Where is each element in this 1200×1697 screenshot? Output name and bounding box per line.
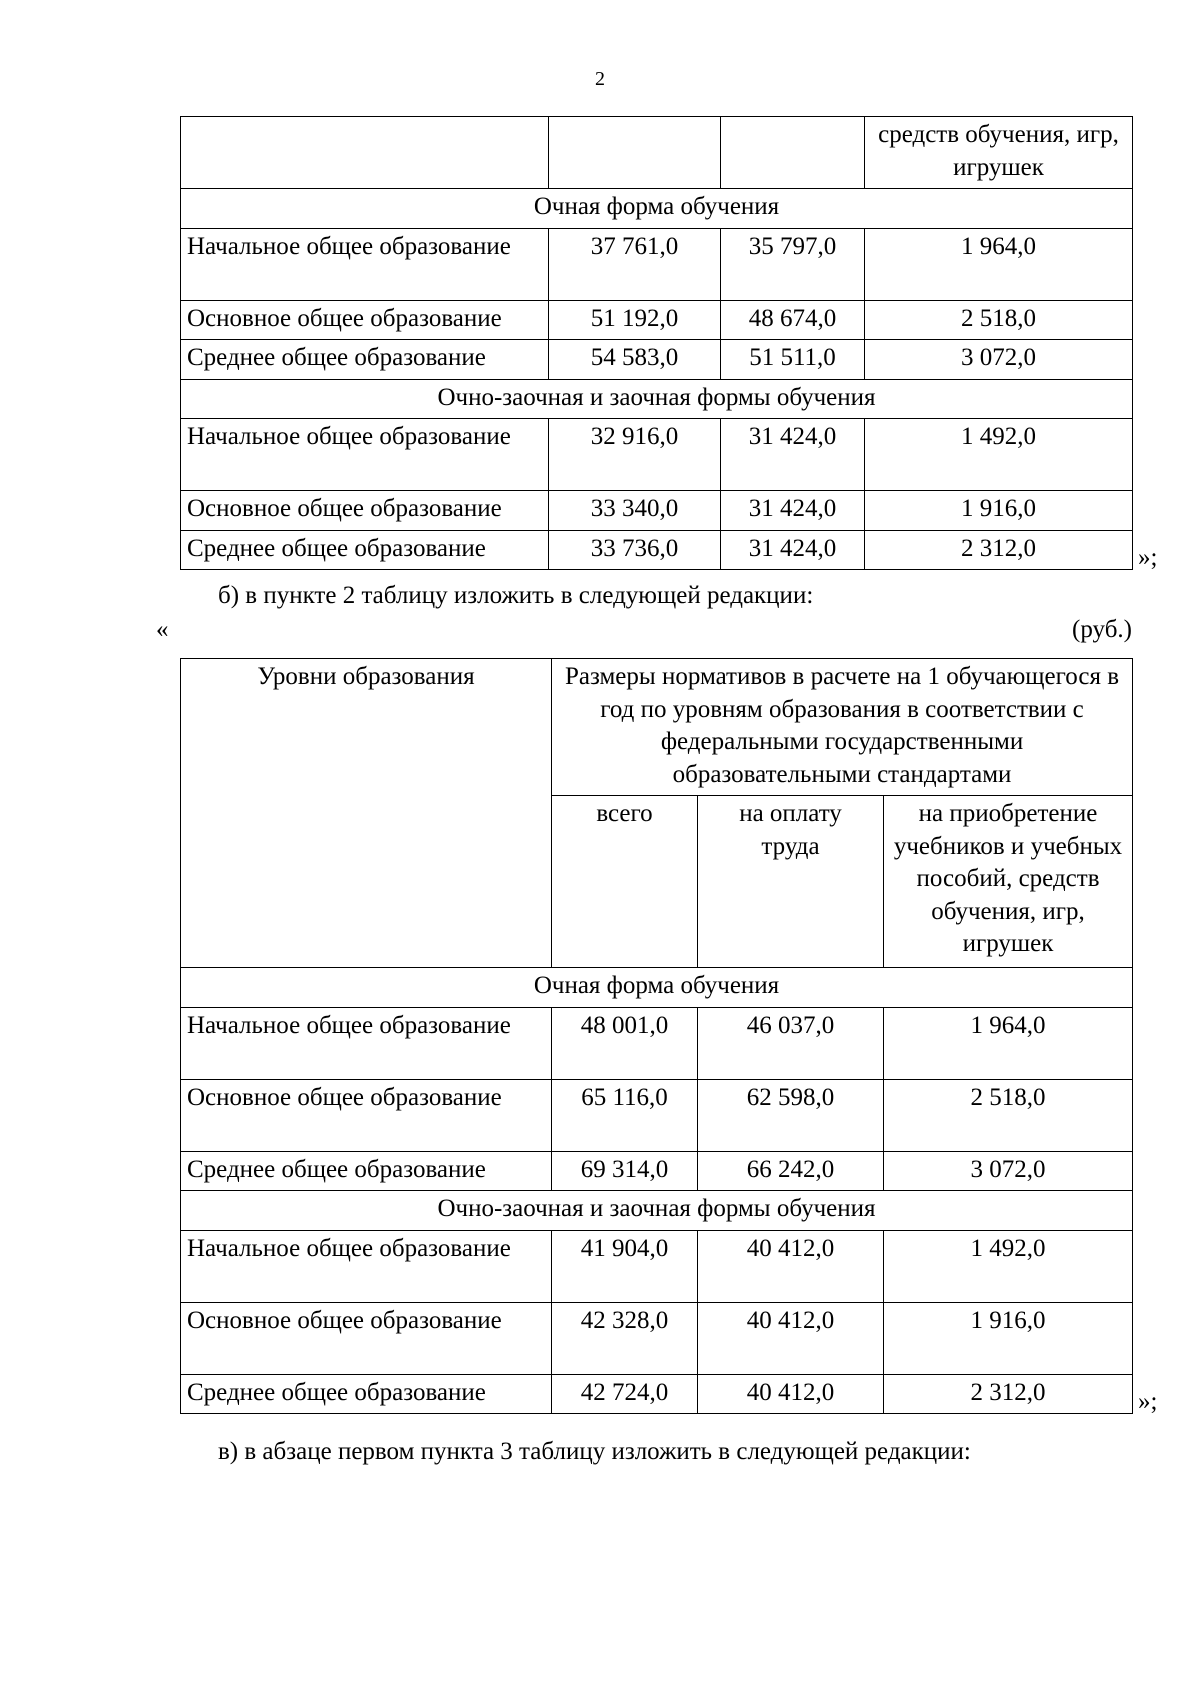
norms-table-continuation <box>180 116 1133 570</box>
value-labor: 31 424,0 <box>721 491 865 531</box>
value-materials: 2 312,0 <box>865 530 1133 570</box>
value-materials: 2 518,0 <box>865 300 1133 340</box>
row-label: Основное общее образование <box>181 300 549 340</box>
value-total: 65 116,0 <box>552 1079 698 1151</box>
table-row <box>181 300 1133 340</box>
table-row <box>181 530 1133 570</box>
section-title: Очно-заочная и заочная формы обучения <box>181 1191 1133 1231</box>
value-total: 48 001,0 <box>552 1007 698 1079</box>
section-row <box>181 379 1133 419</box>
row-label: Основное общее образование <box>181 1079 552 1151</box>
table-row <box>181 1302 1133 1374</box>
value-total: 69 314,0 <box>552 1151 698 1191</box>
row-label: Начальное общее образование <box>181 1230 552 1302</box>
value-labor: 48 674,0 <box>721 300 865 340</box>
paragraph-c: в) в абзаце первом пункта 3 таблицу изложить в следующей редакции: <box>218 1438 971 1465</box>
value-materials: 2 312,0 <box>884 1374 1133 1414</box>
header-norms-group: Размеры нормативов в расчете на 1 обучающегося в год по уровням образования в соответствии с федеральными государственными образовательными стандартами <box>552 659 1133 796</box>
row-label: Начальное общее образование <box>181 228 549 300</box>
norms-table <box>180 658 1133 1414</box>
table-row <box>181 340 1133 380</box>
table-row <box>181 1230 1133 1302</box>
table-row <box>181 419 1133 491</box>
table-row <box>181 1374 1133 1414</box>
value-labor: 31 424,0 <box>721 530 865 570</box>
page-number: 2 <box>595 68 605 90</box>
paragraph-b: б) в пункте 2 таблицу изложить в следующей редакции: <box>218 582 814 609</box>
opening-quote-mark: « <box>156 616 169 643</box>
section-title: Очная форма обучения <box>181 968 1133 1008</box>
table-header-row <box>181 117 1133 189</box>
table-header-row <box>181 659 1133 796</box>
row-label: Среднее общее образование <box>181 530 549 570</box>
value-materials: 1 916,0 <box>884 1302 1133 1374</box>
header-cell <box>721 117 865 189</box>
section-title: Очная форма обучения <box>181 189 1133 229</box>
row-label: Среднее общее образование <box>181 1374 552 1414</box>
row-label: Среднее общее образование <box>181 340 549 380</box>
value-total: 42 724,0 <box>552 1374 698 1414</box>
value-total: 33 340,0 <box>549 491 721 531</box>
row-label: Начальное общее образование <box>181 1007 552 1079</box>
section-row <box>181 1191 1133 1231</box>
header-materials: на приобретение учебников и учебных пособий, средств обучения, игр, игрушек <box>884 796 1133 968</box>
value-total: 33 736,0 <box>549 530 721 570</box>
value-total: 42 328,0 <box>552 1302 698 1374</box>
value-materials: 1 964,0 <box>884 1007 1133 1079</box>
value-labor: 31 424,0 <box>721 419 865 491</box>
header-labor: на оплату труда <box>698 796 884 968</box>
value-labor: 62 598,0 <box>698 1079 884 1151</box>
header-cell-materials: средств обучения, игр, игрушек <box>865 117 1133 189</box>
value-total: 32 916,0 <box>549 419 721 491</box>
value-labor: 35 797,0 <box>721 228 865 300</box>
section-row <box>181 968 1133 1008</box>
value-total: 37 761,0 <box>549 228 721 300</box>
value-materials: 1 492,0 <box>884 1230 1133 1302</box>
table-row <box>181 1079 1133 1151</box>
header-total: всего <box>552 796 698 968</box>
value-labor: 40 412,0 <box>698 1374 884 1414</box>
value-labor: 46 037,0 <box>698 1007 884 1079</box>
closing-quote-mark: »; <box>1138 1388 1158 1415</box>
table-row <box>181 228 1133 300</box>
value-materials: 1 492,0 <box>865 419 1133 491</box>
row-label: Основное общее образование <box>181 491 549 531</box>
table-row <box>181 491 1133 531</box>
header-levels: Уровни образования <box>181 659 552 968</box>
row-label: Начальное общее образование <box>181 419 549 491</box>
value-labor: 66 242,0 <box>698 1151 884 1191</box>
value-labor: 40 412,0 <box>698 1230 884 1302</box>
value-materials: 2 518,0 <box>884 1079 1133 1151</box>
value-materials: 1 916,0 <box>865 491 1133 531</box>
header-cell <box>181 117 549 189</box>
section-row <box>181 189 1133 229</box>
closing-quote-mark: »; <box>1138 544 1158 571</box>
row-label: Среднее общее образование <box>181 1151 552 1191</box>
value-materials: 3 072,0 <box>865 340 1133 380</box>
value-total: 54 583,0 <box>549 340 721 380</box>
value-materials: 1 964,0 <box>865 228 1133 300</box>
value-labor: 51 511,0 <box>721 340 865 380</box>
header-cell <box>549 117 721 189</box>
table-row <box>181 1151 1133 1191</box>
value-labor: 40 412,0 <box>698 1302 884 1374</box>
unit-label: (руб.) <box>1072 616 1132 643</box>
value-total: 41 904,0 <box>552 1230 698 1302</box>
section-title: Очно-заочная и заочная формы обучения <box>181 379 1133 419</box>
value-total: 51 192,0 <box>549 300 721 340</box>
value-materials: 3 072,0 <box>884 1151 1133 1191</box>
row-label: Основное общее образование <box>181 1302 552 1374</box>
table-row <box>181 1007 1133 1079</box>
